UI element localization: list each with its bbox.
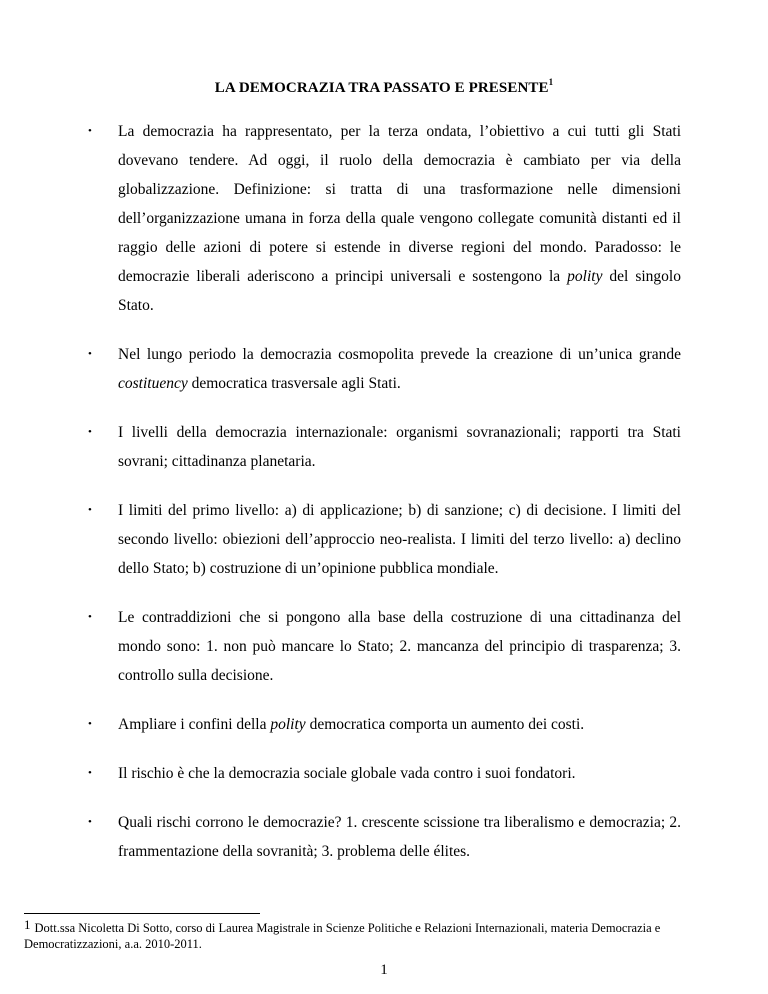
- bullet-dot-icon: •: [88, 348, 92, 360]
- bullet-text: [118, 117, 681, 320]
- bullet-text: [118, 496, 681, 583]
- footnote-text: Dott.ssa Nicoletta Di Sotto, corso di Laurea Magistrale in Scienze Politiche e Relazioni Internazionali, materia Democrazia e Democratizzazioni, a.a. 2010-2011.: [24, 921, 661, 951]
- text-segment: I livelli della democrazia internazionale: organismi sovranazionali; rapporti tra Stati sovrani; cittadinanza planetaria.: [118, 424, 681, 470]
- bullet-text: [118, 603, 681, 690]
- bullet-dot-icon: •: [88, 767, 92, 779]
- list-item: [88, 340, 681, 398]
- bullet-text: [118, 759, 681, 788]
- italic-term: polity: [270, 716, 306, 733]
- list-item: [88, 117, 681, 320]
- footnote-separator: [24, 913, 260, 914]
- page-number: 1: [380, 962, 388, 978]
- text-segment: Il rischio è che la democrazia sociale globale vada contro i suoi fondatori.: [118, 765, 576, 782]
- bullet-dot-icon: •: [88, 504, 92, 516]
- document-title: [0, 77, 768, 97]
- footnote-mark: 1: [24, 917, 31, 932]
- text-segment: del singolo Stato.: [118, 268, 681, 314]
- bullet-dot-icon: •: [88, 611, 92, 623]
- bullet-dot-icon: •: [88, 426, 92, 438]
- list-item: [88, 710, 681, 739]
- bullet-dot-icon: •: [88, 125, 92, 137]
- text-segment: democratica trasversale agli Stati.: [187, 375, 401, 392]
- bullet-text: [118, 710, 681, 739]
- text-segment: I limiti del primo livello: a) di applicazione; b) di sanzione; c) di decisione. I limiti del secondo livello: obiezioni dell’approccio neo-realista. I limiti del terzo livello: a) declino dello Stato; b) costruzione di un’opinione pubblica mondiale.: [118, 502, 681, 577]
- footnote: [24, 917, 724, 952]
- text-segment: Nel lungo periodo la democrazia cosmopolita prevede la creazione di un’unica grande: [118, 346, 681, 363]
- text-segment: Ampliare i confini della: [118, 716, 271, 733]
- text-segment: Le contraddizioni che si pongono alla base della costruzione di una cittadinanza del mondo sono: 1. non può mancare lo Stato; 2. mancanza del principio di trasparenza; 3. controllo sulla decisione.: [118, 609, 681, 684]
- list-item: [88, 418, 681, 476]
- italic-term: costituency: [118, 375, 188, 392]
- bullet-text: [118, 808, 681, 866]
- title-footnote-mark: 1: [548, 77, 554, 87]
- list-item: [88, 759, 681, 788]
- bullet-dot-icon: •: [88, 816, 92, 828]
- italic-term: polity: [567, 268, 603, 285]
- text-segment: democratica comporta un aumento dei costi.: [305, 716, 585, 733]
- list-item: [88, 496, 681, 583]
- list-item: [88, 808, 681, 866]
- text-segment: La democrazia ha rappresentato, per la terza ondata, l’obiettivo a cui tutti gli Stati dovevano tendere. Ad oggi, il ruolo della democrazia è cambiato per via della globalizzazione. Definizione: si tratta di una trasformazione nelle dimensioni dell’organizzazione umana in forza della quale vengono collegate comunità distanti ed il raggio delle azioni di potere si estende in diverse regioni del mondo. Paradosso: le democrazie liberali aderiscono a principi universali e sostengono la: [118, 123, 681, 285]
- bullet-dot-icon: •: [88, 718, 92, 730]
- bullet-text: [118, 340, 681, 398]
- document-title-text: LA DEMOCRAZIA TRA PASSATO E PRESENTE: [214, 80, 549, 96]
- bullet-list: [88, 117, 681, 886]
- list-item: [88, 603, 681, 690]
- text-segment: Quali rischi corrono le democrazie? 1. crescente scissione tra liberalismo e democrazia; 2. frammentazione della sovranità; 3. problema delle élites.: [118, 814, 681, 860]
- bullet-text: [118, 418, 681, 476]
